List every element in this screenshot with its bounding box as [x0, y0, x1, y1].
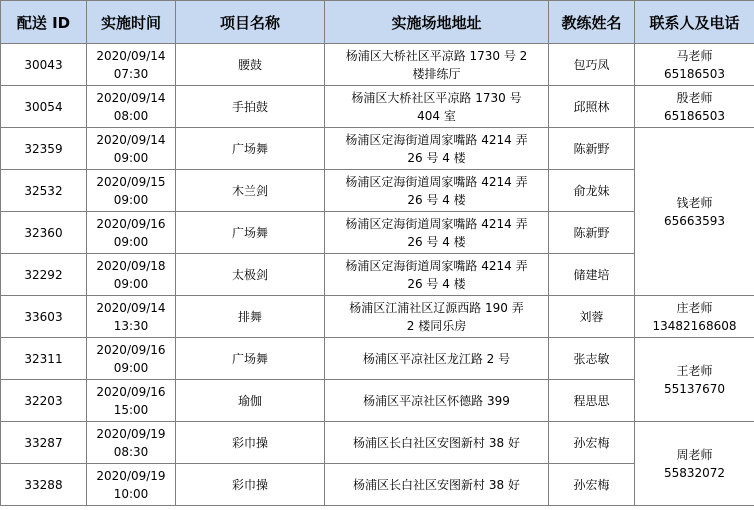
cell-address-text: 26 号 4 楼 [407, 192, 466, 207]
cell-time [87, 44, 176, 86]
cell-coach-text: 张志敏 [573, 351, 610, 366]
cell-time-text: 07:30 [113, 66, 149, 81]
cell-time [87, 254, 176, 296]
cell-address-text: 楼排练厅 [412, 66, 461, 81]
cell-id [1, 380, 87, 422]
cell-coach [549, 170, 635, 212]
cell-address-text: 404 室 [417, 108, 456, 123]
cell-project [176, 422, 325, 464]
cell-coach [549, 44, 635, 86]
cell-id [1, 86, 87, 128]
table-row [1, 86, 754, 128]
cell-contact [635, 296, 754, 338]
contact-name: 庄老师 [676, 300, 713, 315]
table-row [1, 128, 754, 170]
cell-time-text: 09:00 [113, 360, 149, 375]
cell-time-text: 08:00 [113, 108, 149, 123]
cell-address [325, 338, 549, 380]
cell-project-text: 排舞 [237, 309, 262, 324]
header-address: 实施场地地址 [325, 1, 549, 44]
cell-time-text: 09:00 [113, 276, 149, 291]
cell-project [176, 212, 325, 254]
cell-address-text: 26 号 4 楼 [407, 150, 466, 165]
table-row [1, 422, 754, 464]
cell-project [176, 380, 325, 422]
cell-time [87, 422, 176, 464]
table-row [1, 296, 754, 338]
cell-time [87, 464, 176, 506]
cell-project [176, 464, 325, 506]
cell-coach-text: 包巧凤 [573, 57, 610, 72]
cell-address-text: 杨浦区长白社区安图新村 38 好 [353, 435, 520, 450]
cell-address-text: 杨浦区平凉社区龙江路 2 号 [362, 351, 511, 366]
contact-phone: 65186503 [663, 66, 726, 81]
cell-project [176, 44, 325, 86]
cell-coach [549, 86, 635, 128]
cell-time-text: 09:00 [113, 192, 149, 207]
table-row [1, 338, 754, 380]
cell-coach [549, 128, 635, 170]
cell-id [1, 128, 87, 170]
cell-address-text: 杨浦区大桥社区平凉路 1730 号 2 [345, 48, 528, 63]
cell-address [325, 296, 549, 338]
contact-phone: 65186503 [663, 108, 726, 123]
cell-id-text: 32292 [24, 267, 63, 282]
cell-id [1, 44, 87, 86]
cell-time [87, 86, 176, 128]
cell-coach [549, 296, 635, 338]
cell-coach-text: 邱照林 [573, 99, 610, 114]
cell-address [325, 380, 549, 422]
cell-id [1, 338, 87, 380]
cell-address-text: 杨浦区江浦社区辽源西路 190 弄 [349, 300, 524, 315]
cell-project-text: 广场舞 [231, 225, 268, 240]
cell-coach [549, 212, 635, 254]
contact-name: 王老师 [676, 363, 713, 378]
cell-coach-text: 储建培 [573, 267, 610, 282]
cell-time-text: 2020/09/14 [96, 132, 166, 147]
cell-address [325, 212, 549, 254]
cell-address-text: 杨浦区定海街道周家嘴路 4214 弄 [345, 216, 528, 231]
cell-time-text: 2020/09/16 [96, 384, 166, 399]
cell-id [1, 212, 87, 254]
cell-coach-text: 陈新野 [573, 225, 610, 240]
cell-time-text: 2020/09/18 [96, 258, 166, 273]
cell-address [325, 86, 549, 128]
cell-address [325, 254, 549, 296]
cell-address-text: 杨浦区长白社区安图新村 38 好 [353, 477, 520, 492]
header-project: 项目名称 [176, 1, 325, 44]
cell-time [87, 338, 176, 380]
cell-project [176, 86, 325, 128]
cell-project-text: 手拍鼓 [231, 99, 268, 114]
cell-id-text: 33603 [24, 309, 63, 324]
header-time: 实施时间 [87, 1, 176, 44]
cell-id-text: 32532 [24, 183, 63, 198]
cell-address-text: 26 号 4 楼 [407, 234, 466, 249]
cell-time-text: 2020/09/19 [96, 426, 166, 441]
cell-address-text: 杨浦区定海街道周家嘴路 4214 弄 [345, 132, 528, 147]
cell-time-text: 15:00 [113, 402, 149, 417]
cell-contact [635, 338, 754, 422]
cell-time-text: 08:30 [113, 444, 149, 459]
cell-time-text: 2020/09/14 [96, 90, 166, 105]
cell-project [176, 296, 325, 338]
cell-coach-text: 孙宏梅 [573, 435, 610, 450]
cell-contact [635, 422, 754, 506]
cell-coach [549, 338, 635, 380]
contact-name: 殷老师 [676, 90, 713, 105]
cell-time-text: 2020/09/16 [96, 342, 166, 357]
contact-name: 钱老师 [676, 195, 713, 210]
table-body [1, 44, 754, 506]
cell-coach [549, 254, 635, 296]
cell-project-text: 广场舞 [231, 141, 268, 156]
cell-project [176, 128, 325, 170]
cell-time-text: 09:00 [113, 234, 149, 249]
cell-address-text: 26 号 4 楼 [407, 276, 466, 291]
cell-coach-text: 陈新野 [573, 141, 610, 156]
cell-coach [549, 380, 635, 422]
cell-id [1, 296, 87, 338]
cell-address-text: 杨浦区大桥社区平凉路 1730 号 [351, 90, 522, 105]
cell-coach-text: 程思思 [573, 393, 610, 408]
cell-contact [635, 86, 754, 128]
cell-address-text: 杨浦区定海街道周家嘴路 4214 弄 [345, 174, 528, 189]
cell-project-text: 广场舞 [231, 351, 268, 366]
cell-time-text: 09:00 [113, 150, 149, 165]
cell-address-text: 杨浦区定海街道周家嘴路 4214 弄 [345, 258, 528, 273]
cell-project [176, 170, 325, 212]
cell-address-text: 2 楼同乐房 [406, 318, 467, 333]
cell-time [87, 296, 176, 338]
contact-name: 周老师 [676, 447, 713, 462]
cell-project-text: 彩巾操 [231, 435, 268, 450]
cell-time-text: 2020/09/14 [96, 48, 166, 63]
cell-time-text: 2020/09/14 [96, 300, 166, 315]
header-coach: 教练姓名 [549, 1, 635, 44]
cell-id-text: 33287 [24, 435, 63, 450]
cell-id-text: 32203 [24, 393, 63, 408]
cell-id [1, 170, 87, 212]
cell-project-text: 腰鼓 [237, 57, 262, 72]
contact-phone: 13482168608 [652, 318, 737, 333]
cell-id-text: 33288 [24, 477, 63, 492]
cell-time [87, 128, 176, 170]
contact-phone: 55832072 [663, 465, 726, 480]
header-contact: 联系人及电话 [635, 1, 754, 44]
cell-contact [635, 128, 754, 296]
cell-coach [549, 464, 635, 506]
cell-id-text: 32360 [24, 225, 63, 240]
cell-address-text: 杨浦区平凉社区怀德路 399 [363, 393, 510, 408]
contact-phone: 55137670 [663, 381, 726, 396]
header-id: 配送 ID [1, 1, 87, 44]
cell-project-text: 木兰剑 [231, 183, 268, 198]
cell-coach-text: 孙宏梅 [573, 477, 610, 492]
cell-address [325, 128, 549, 170]
cell-id [1, 254, 87, 296]
cell-time [87, 212, 176, 254]
table-row [1, 44, 754, 86]
cell-time [87, 380, 176, 422]
cell-project-text: 太极剑 [231, 267, 268, 282]
cell-address [325, 44, 549, 86]
cell-time-text: 2020/09/15 [96, 174, 166, 189]
cell-project [176, 254, 325, 296]
cell-address [325, 422, 549, 464]
cell-id [1, 422, 87, 464]
cell-id-text: 30054 [24, 99, 63, 114]
cell-coach [549, 422, 635, 464]
cell-time [87, 170, 176, 212]
cell-address [325, 464, 549, 506]
cell-address [325, 170, 549, 212]
cell-time-text: 10:00 [113, 486, 149, 501]
cell-time-text: 2020/09/16 [96, 216, 166, 231]
cell-time-text: 13:30 [113, 318, 149, 333]
cell-time-text: 2020/09/19 [96, 468, 166, 483]
cell-id [1, 464, 87, 506]
cell-project-text: 彩巾操 [231, 477, 268, 492]
cell-coach-text: 俞龙妹 [573, 183, 610, 198]
header-row [1, 1, 754, 44]
cell-id-text: 32359 [24, 141, 63, 156]
cell-contact [635, 44, 754, 86]
cell-project [176, 338, 325, 380]
cell-coach-text: 刘蓉 [579, 309, 604, 324]
cell-id-text: 30043 [24, 57, 63, 72]
contact-name: 马老师 [676, 48, 713, 63]
contact-phone: 65663593 [663, 213, 726, 228]
cell-project-text: 瑜伽 [237, 393, 262, 408]
cell-id-text: 32311 [24, 351, 63, 366]
